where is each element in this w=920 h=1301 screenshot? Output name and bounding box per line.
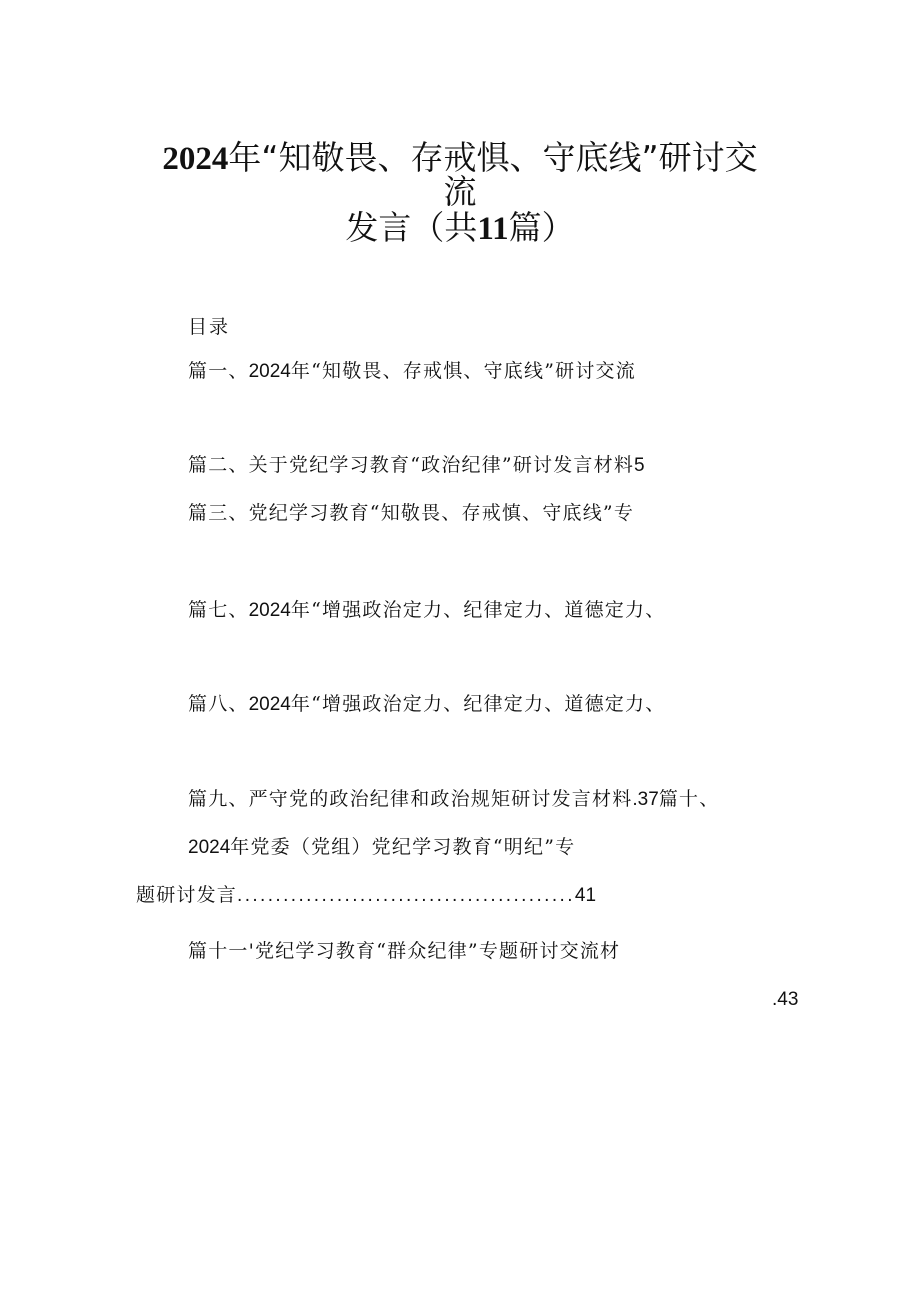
toc-heading: 目录 bbox=[188, 316, 231, 338]
toc-entry[interactable] bbox=[188, 500, 634, 526]
document-title-line-3 bbox=[0, 208, 920, 249]
toc-entry-text: 年“知敬畏、存戒惧、守底线”研讨交流 bbox=[290, 360, 636, 382]
toc-entry-text: 年“增强政治定力、纪律定力、道德定力、 bbox=[290, 599, 666, 621]
toc-entry-prefix: 篇七、 bbox=[188, 599, 249, 621]
toc-entry-text: 篇三、党纪学习教育“知敬畏、存戒慎、守底线”专 bbox=[188, 502, 635, 524]
toc-entry-page: .37 bbox=[632, 789, 659, 810]
toc-entry-year: 2024 bbox=[188, 837, 231, 858]
document-title-line-2 bbox=[0, 172, 920, 212]
toc-leader-dots: ............................................ bbox=[237, 885, 575, 906]
toc-entry[interactable] bbox=[188, 358, 636, 385]
toc-entry-prefix: 篇八、 bbox=[188, 693, 249, 715]
title-suffix: 篇） bbox=[508, 208, 575, 247]
toc-entry[interactable] bbox=[188, 786, 719, 813]
toc-entry-page: 41 bbox=[574, 885, 597, 906]
toc-entry[interactable] bbox=[188, 452, 645, 479]
toc-entry-year: 2024 bbox=[248, 694, 291, 715]
toc-entry[interactable] bbox=[136, 882, 596, 909]
toc-entry-page: 5 bbox=[634, 455, 645, 476]
title-wrap: 流 bbox=[443, 172, 477, 211]
toc-entry-text: 题研讨发言 bbox=[136, 884, 238, 906]
toc-entry[interactable] bbox=[188, 597, 665, 624]
toc-entry-next: 篇十、 bbox=[658, 788, 720, 810]
toc-entry[interactable] bbox=[188, 691, 665, 718]
toc-entry-year: 2024 bbox=[248, 361, 291, 382]
toc-entry[interactable] bbox=[772, 986, 798, 1013]
toc-entry-text: 篇二、关于党纪学习教育“政治纪律”研讨发言材料 bbox=[188, 454, 635, 476]
title-text: 年“知敬畏、存戒惧、守底线”研讨交 bbox=[228, 138, 758, 177]
toc-entry-year: 2024 bbox=[248, 600, 291, 621]
toc-entry[interactable] bbox=[188, 834, 575, 861]
toc-entry-text: 年“增强政治定力、纪律定力、道德定力、 bbox=[290, 693, 666, 715]
toc-entry-text: 篇九、严守党的政治纪律和政治规矩研讨发言材料 bbox=[188, 788, 633, 810]
title-prefix: 发言（共 bbox=[345, 208, 478, 247]
toc-entry-text: 年党委（党组）党纪学习教育“明纪”专 bbox=[230, 836, 576, 858]
toc-entry-text: 篇十一'党纪学习教育“群众纪律”专题研讨交流材 bbox=[188, 940, 621, 962]
toc-entry-prefix: 篇一、 bbox=[188, 360, 249, 382]
toc-entry[interactable] bbox=[188, 938, 620, 964]
title-year: 2024 bbox=[162, 141, 229, 177]
title-count: 11 bbox=[477, 211, 509, 247]
toc-entry-page: .43 bbox=[772, 989, 799, 1010]
